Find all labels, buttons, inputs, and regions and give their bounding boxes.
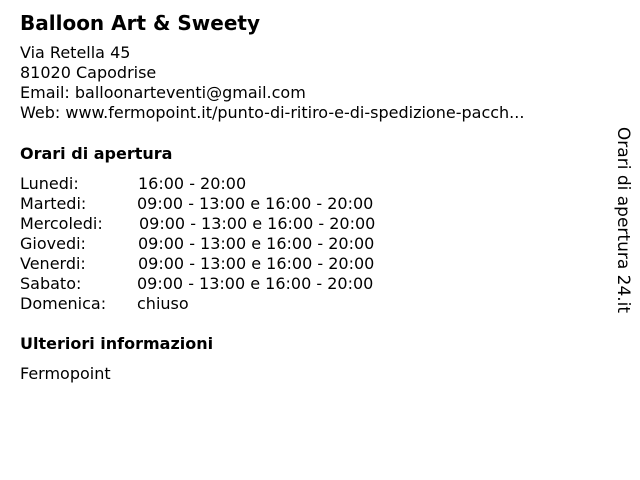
time-value: 09:00 - 13:00 e 16:00 - 20:00: [137, 194, 374, 213]
day-label: Lunedi:: [20, 174, 79, 193]
day-label: Martedi:: [20, 194, 87, 213]
site-watermark: Orari di apertura 24.it: [613, 126, 633, 314]
more-info-title: Ulteriori informazioni: [20, 334, 214, 353]
time-value: chiuso: [137, 294, 189, 313]
day-label: Sabato:: [20, 274, 82, 293]
web-line[interactable]: Web: www.fermopoint.it/punto-di-ritiro-e-di-spedizione-pacch...: [20, 103, 525, 122]
time-value: 09:00 - 13:00 e 16:00 - 20:00: [138, 234, 375, 253]
day-label: Giovedi:: [20, 234, 86, 253]
business-name: Balloon Art & Sweety: [20, 11, 261, 35]
time-value: 16:00 - 20:00: [138, 174, 247, 193]
email-line[interactable]: Email: balloonarteventi@gmail.com: [20, 83, 306, 102]
hours-title: Orari di apertura: [20, 144, 173, 163]
time-value: 09:00 - 13:00 e 16:00 - 20:00: [137, 274, 374, 293]
more-info-text: Fermopoint: [20, 364, 111, 383]
address-block: [20, 43, 524, 123]
time-value: 09:00 - 13:00 e 16:00 - 20:00: [138, 254, 375, 273]
city-address: 81020 Capodrise: [20, 63, 157, 82]
street-address: Via Retella 45: [20, 43, 131, 62]
time-value: 09:00 - 13:00 e 16:00 - 20:00: [139, 214, 376, 233]
day-label: Mercoledi:: [20, 214, 103, 233]
day-label: Venerdi:: [20, 254, 86, 273]
day-label: Domenica:: [20, 294, 107, 313]
